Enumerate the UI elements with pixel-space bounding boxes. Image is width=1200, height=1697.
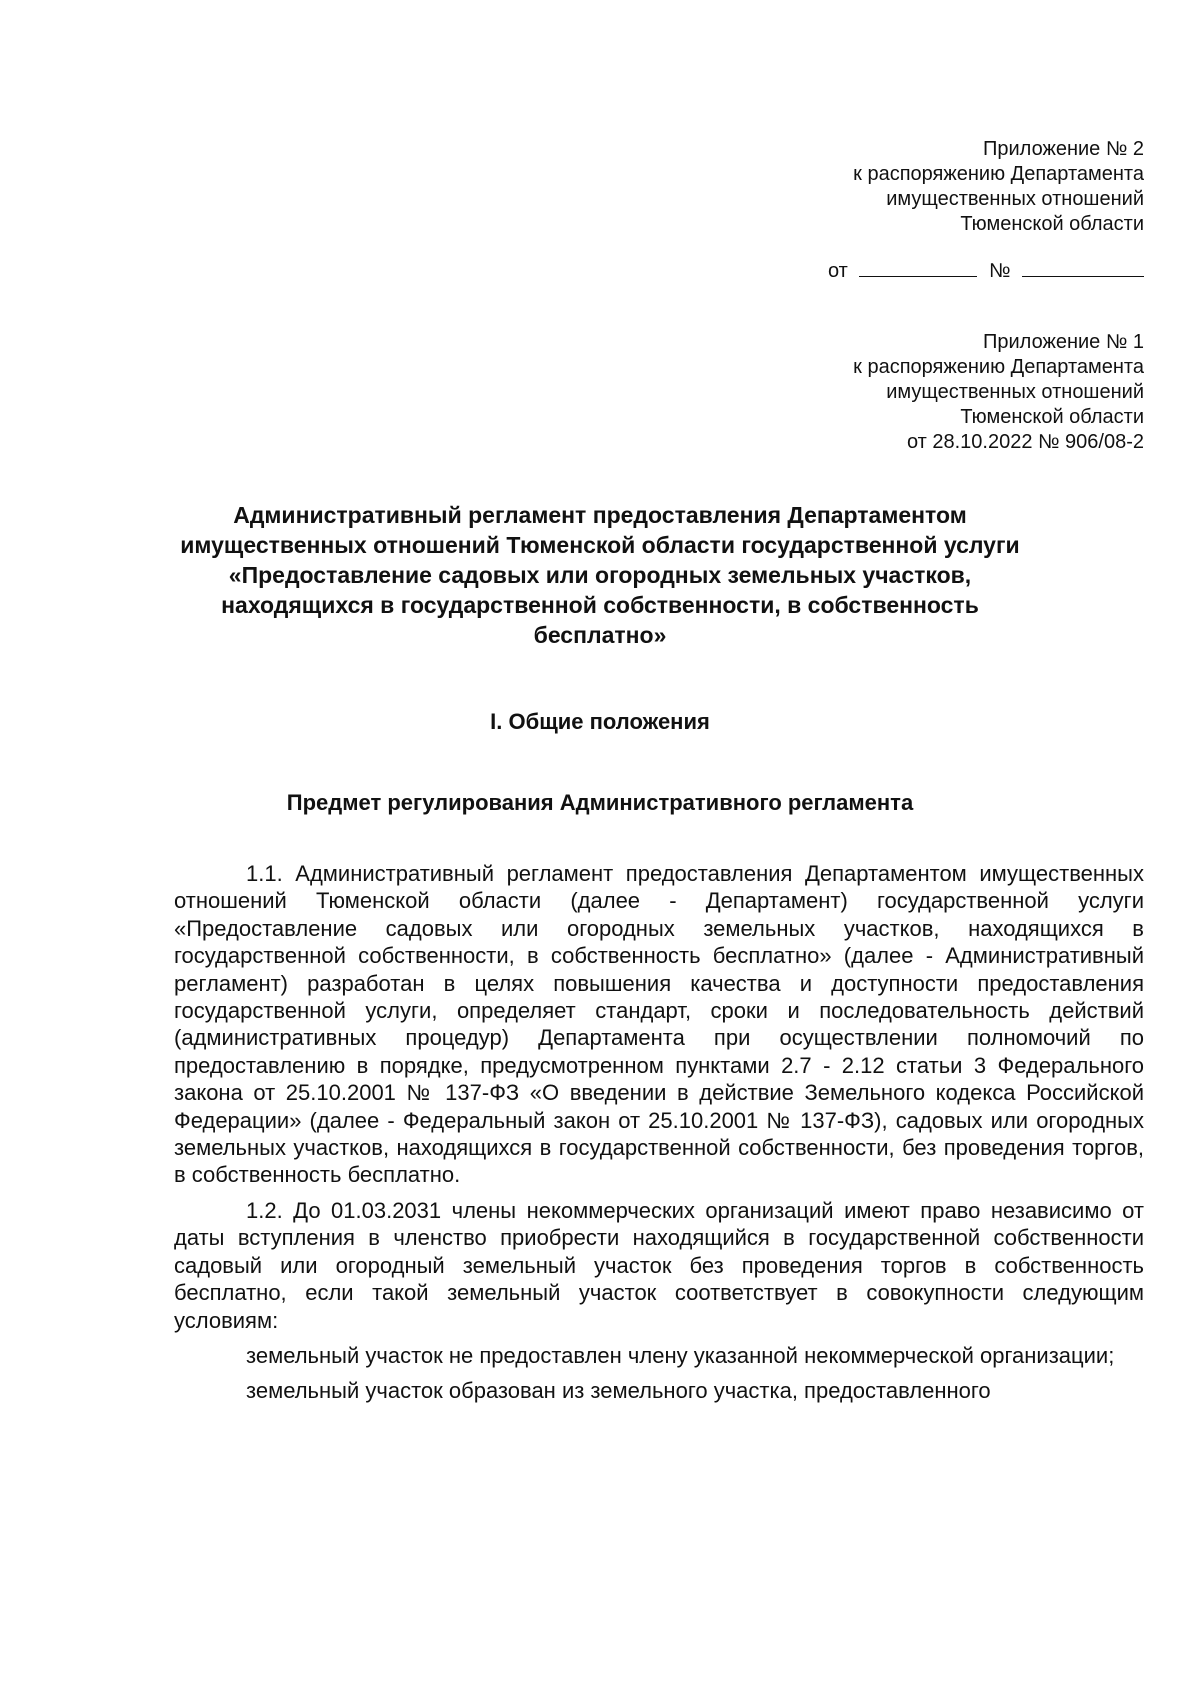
paragraph-1-2: 1.2. До 01.03.2031 члены некоммерческих организаций имеют право независимо от даты вступления в членство приобрести находящийся в государственной собственности садовый или огородный земельный участок без проведения торгов в собственность бесплатно, если такой земельный участок соответствует в совокупности следующим условиям: — [174, 1197, 1144, 1333]
appendix-1-department-line: имущественных отношений — [886, 381, 1144, 403]
paragraph-condition-1: земельный участок не предоставлен члену указанной некоммерческой организации; — [246, 1342, 1115, 1368]
appendix-2-department-line: имущественных отношений — [886, 188, 1144, 210]
paragraph-1-1: 1.1. Административный регламент предоставления Департаментом имущественных отношений Тюменской области (далее - Департамент) государственной услуги «Предоставление садовых или огородных земельных участков, находящихся в государственной собственности, в собственность бесплатно» (далее - Административный регламент) разработан в целях повышения качества и доступности предоставления государственной услуги, определяет стандарт, сроки и последовательность действий (административных процедур) Департамента при осуществлении полномочий по предоставлению в порядке, предусмотренном пунктами 2.7 - 2.12 статьи 3 Федерального закона от 25.10.2001 № 137-ФЗ «О введении в действие Земельного кодекса Российской Федерации» (далее - Федеральный закон от 25.10.2001 № 137-ФЗ), садовых или огородных земельных участков, находящихся в государственной собственности, без проведения торгов, в собственность бесплатно. — [174, 861, 1144, 1188]
appendix-1-title: Приложение № 1 — [983, 331, 1144, 353]
date-blank-line — [859, 258, 977, 277]
title-line-2: имущественных отношений Тюменской области государственной услуги — [180, 532, 1020, 558]
number-blank-line — [1022, 258, 1144, 277]
document-title — [100, 500, 1100, 650]
appendix-1-date-line: от 28.10.2022 № 906/08-2 — [906, 431, 1144, 453]
appendix-2-region-line: Тюменской области — [960, 213, 1144, 235]
subsection-heading: Предмет регулирования Административного регламента — [286, 790, 914, 815]
section-heading: I. Общие положения — [490, 709, 710, 734]
from-label: от — [828, 260, 848, 282]
title-line-4: находящихся в государственной собственности, в собственность — [221, 592, 979, 618]
appendix-2-date-number-line — [828, 258, 1144, 284]
appendix-1-region-line: Тюменской области — [960, 406, 1144, 428]
title-line-3: «Предоставление садовых или огородных земельных участков, — [228, 562, 972, 588]
appendix-2-header — [828, 137, 1144, 284]
appendix-1-order-line: к распоряжению Департамента — [853, 356, 1144, 378]
title-line-5: бесплатно» — [533, 622, 667, 648]
number-label: № — [988, 260, 1011, 282]
title-line-1: Административный регламент предоставления Департаментом — [233, 502, 967, 528]
appendix-2-title: Приложение № 2 — [983, 138, 1144, 160]
appendix-1-header — [853, 330, 1144, 455]
appendix-2-order-line: к распоряжению Департамента — [853, 163, 1144, 185]
body-text — [174, 860, 1144, 1413]
paragraph-condition-2: земельный участок образован из земельного участка, предоставленного — [246, 1378, 991, 1404]
